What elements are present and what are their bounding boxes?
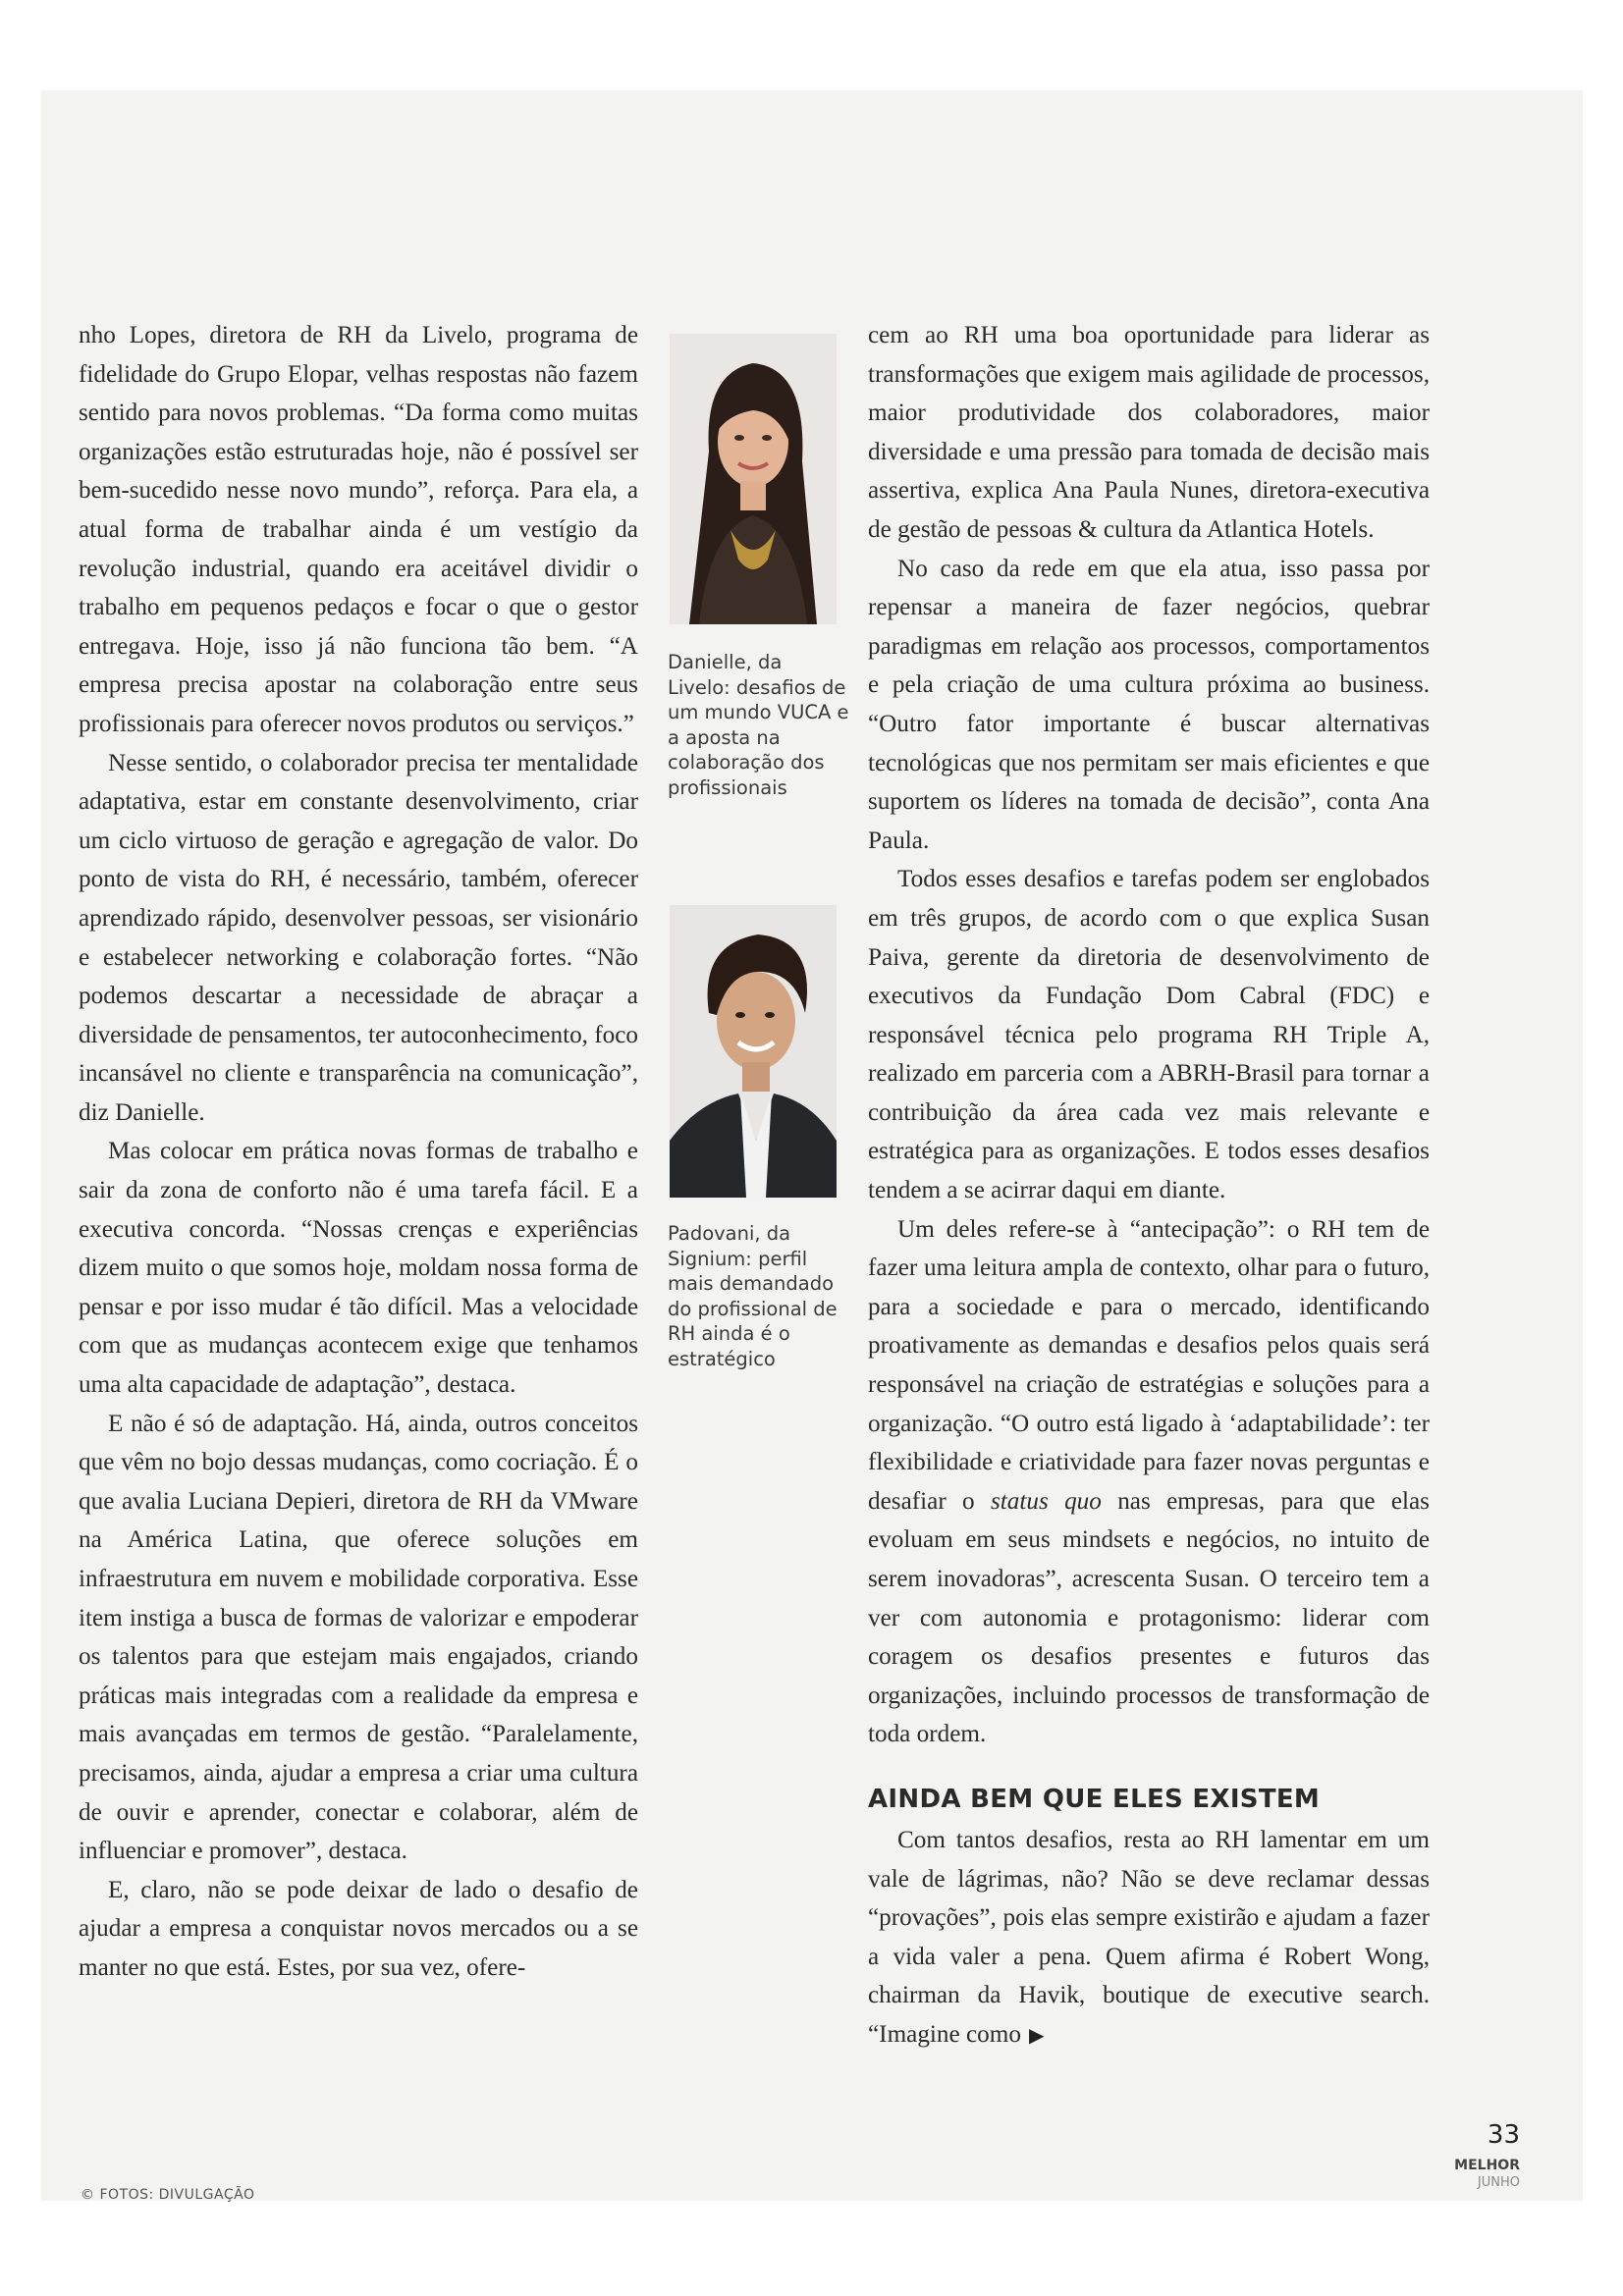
paragraph-text: nas empresas, para que elas evoluam em seus mindsets e negócios, no intuito de serem inovadoras”, acrescenta Susan. O terceiro tem a ver com autonomia e protagonismo: liderar com coragem os desafios presentes e futuros das organizações, incluindo processos de transformação de toda ordem. [868,1487,1430,1748]
section-heading: AINDA BEM QUE ELES EXISTEM [868,1784,1321,1814]
paragraph-text: Com tantos desafios, resta ao RH lamentar em um vale de lágrimas, não? Não se deve reclamar dessas “provações”, pois elas sempre existirão e ajudam a fazer a vida valer a pena. Quem afirma é Robert Wong, chairman da Havik, boutique de executive search. “Imagine como [868,1826,1430,2048]
paragraph: E não é só de adaptação. Há, ainda, outros conceitos que vêm no bojo dessas mudanças, como cocriação. É o que avalia Luciana Depieri, diretora de RH da VMware na América Latina, que oferece soluções em infraestrutura em nuvem e mobilidade corporativa. Esse item instiga a busca de formas de valorizar e empoderar os talentos para que estejam mais engajados, criando práticas mais integradas com a realidade da empresa e mais avançadas em termos de gestão. “Paralelamente, precisamos, ainda, ajudar a empresa a criar uma cultura de ouvir e aprender, conectar e colaborar, além de influenciar e promover”, destaca. [79,1410,638,1865]
paragraph: No caso da rede em que ela atua, isso passa por repensar a maneira de fazer negócios, quebrar paradigmas em relação aos processos, comportamentos e pela criação de uma cultura próxima ao business. “Outro fator importante é buscar alternativas tecnológicas que nos permitam ser mais eficientes e que suportem os líderes na tomada de decisão”, conta Ana Paula. [868,555,1430,854]
photo-caption: Padovani, da Signium: perfil mais demandado do profissional de RH ainda é o estratégico [668,1222,838,1370]
paragraph: cem ao RH uma boa oportunidade para liderar as transformações que exigem mais agilidade de processos, maior produtividade dos colaboradores, maior diversidade e uma pressão para tomada de decisão mais assertiva, explica Ana Paula Nunes, diretora-executiva de gestão de pessoas & cultura da Atlantica Hotels. [868,322,1430,543]
paragraph [868,1821,1430,2056]
issue-month: JUNHO [1477,2175,1520,2190]
paragraph-text: Um deles refere-se à “antecipação”: o RH tem de fazer uma leitura ampla de contexto, olhar para o futuro, para a sociedade e para o mercado, identificando proativamente as demandas e desafios pelos quais será responsável na criação de estratégias e soluções para a organização. “O outro está ligado à ‘adaptabilidade’: ter flexibilidade e criatividade para fazer novas perguntas e desafiar o [868,1215,1430,1515]
left-text-column [79,316,638,1988]
page-number: 33 [1487,2120,1520,2150]
paragraph: Nesse sentido, o colaborador precisa ter mentalidade adaptativa, estar em constante desenvolvimento, criar um ciclo virtuoso de geração e agregação de valor. Do ponto de vista do RH, é necessário, também, oferecer aprendizado rápido, desenvolver pessoas, ser visionário e estabelecer networking e colaboração fortes. “Não podemos descartar a necessidade de abraçar a diversidade de pensamentos, ter autoconhecimento, foco incansável no cliente e transparência na comunicação”, diz Danielle. [79,749,639,1126]
magazine-name: MELHOR [1454,2158,1520,2173]
portrait-photo-danielle [670,334,837,624]
photo-credit: © FOTOS: DIVULGAÇÃO [81,2187,255,2203]
photo-caption: Danielle, da Livelo: desafios de um mundo VUCA e a aposta na colaboração dos profissionais [668,651,849,799]
paragraph [868,1210,1430,1754]
woman-portrait-icon [670,334,837,624]
play-arrow-icon: ▶ [1028,2024,1045,2047]
paragraph: nho Lopes, diretora de RH da Livelo, programa de fidelidade do Grupo Elopar, velhas respostas não fazem sentido para novos problemas. “Da forma como muitas organizações estão estruturadas hoje, não é possível ser bem-sucedido nesse novo mundo”, reforça. Para ela, a atual forma de trabalhar ainda é um vestígio da revolução industrial, quando era aceitável dividir o trabalho em pequenos pedaços e focar o que o gestor entregava. Hoje, isso já não funciona tão bem. “A empresa precisa apostar na colaboração entre seus profissionais para oferecer novos produtos ou serviços.” [79,322,638,737]
man-portrait-icon [670,905,837,1198]
paragraph: E, claro, não se pode deixar de lado o desafio de ajudar a empresa a conquistar novos mercados ou a se manter no que está. Estes, por sua vez, ofere- [79,1876,638,1981]
paragraph: Mas colocar em prática novas formas de trabalho e sair da zona de conforto não é uma tarefa fácil. E a executiva concorda. “Nossas crenças e experiências dizem muito o que somos hoje, moldam nossa forma de pensar e por isso mudar é tão difícil. Mas a velocidade com que as mudanças acontecem exige que tenhamos uma alta capacidade de adaptação”, destaca. [79,1138,638,1399]
portrait-photo-padovani [670,905,837,1198]
italic-term: status quo [990,1487,1102,1515]
magazine-footer [1424,2158,1520,2191]
paragraph: Todos esses desafios e tarefas podem ser englobados em três grupos, de acordo com o que explica Susan Paiva, gerente da diretoria de desenvolvimento de executivos da Fundação Dom Cabral (FDC) e responsável técnica pelo programa RH Triple A, realizado em parceria com a ABRH-Brasil para tornar a contribuição da área cada vez mais relevante e estratégica para as organizações. E todos esses desafios tendem a se acirrar daqui em diante. [868,866,1430,1204]
right-text-column [868,316,1430,2056]
